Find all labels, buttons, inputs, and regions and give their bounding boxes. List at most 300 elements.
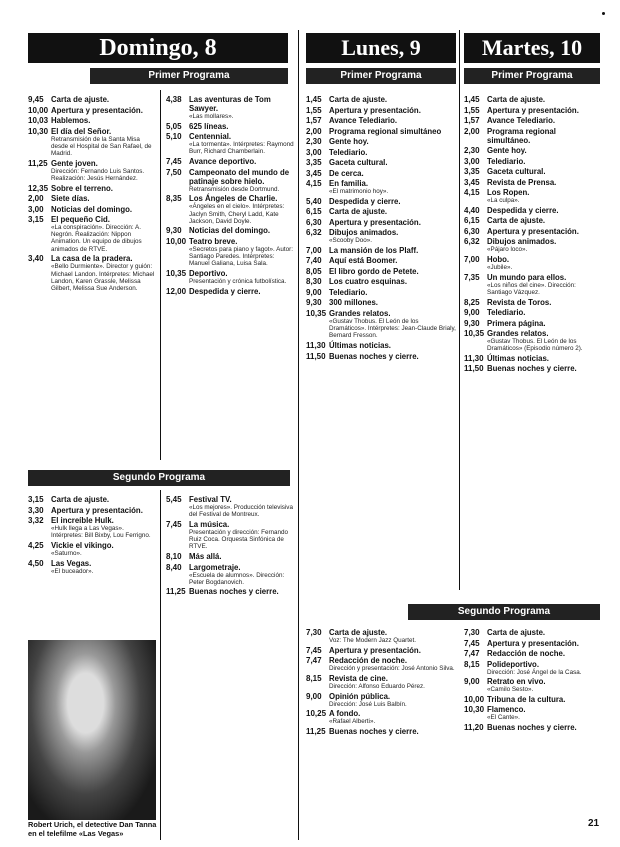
- listing-body: [189, 495, 294, 518]
- listing-entry: [166, 269, 294, 285]
- listing-entry: [464, 649, 600, 658]
- listing-title: Sobre el terreno.: [51, 183, 113, 193]
- listing-title: 300 millones.: [329, 298, 378, 308]
- listing-body: [51, 506, 156, 515]
- listing-time: 12,00: [166, 286, 187, 296]
- listing-entry: [306, 646, 456, 655]
- listing-entry: [28, 116, 156, 125]
- listing-body: [189, 552, 294, 561]
- listing-description: «La culpa».: [487, 197, 520, 204]
- listing-title: Buenas noches y cierre.: [487, 723, 577, 733]
- listing-entry: [306, 169, 456, 178]
- listing-body: [329, 646, 456, 655]
- listing-title: Dibujos animados.: [329, 228, 399, 238]
- listing-body: [189, 287, 294, 296]
- listing-body: [487, 677, 600, 693]
- listing-entry: [464, 628, 600, 637]
- listing-title: Más allá.: [189, 552, 222, 562]
- listing-description: «Gustav Thobus. El León de los Dramáticos» (Episodio número 2).: [487, 338, 583, 353]
- listing-time: 11,30: [464, 353, 484, 363]
- listing-time: 10,30: [28, 126, 49, 136]
- listing-body: [329, 218, 456, 227]
- listing-time: 10,00: [464, 694, 485, 704]
- listing-entry: [464, 723, 600, 732]
- listing-entry: [464, 354, 600, 363]
- listing-title: Despedida y cierre.: [189, 286, 261, 296]
- listing-entry: [306, 137, 456, 146]
- listing-body: [329, 674, 456, 690]
- listing-time: 11,25: [306, 727, 326, 737]
- listing-time: 3,35: [306, 158, 322, 167]
- listing-entry: [464, 308, 600, 317]
- listing-time: 3,15: [28, 495, 44, 504]
- listing-description: «El matrimonio hoy».: [329, 188, 389, 195]
- listing-title: Apertura y presentación.: [487, 105, 579, 115]
- listing-description: Presentación y crónica futbolística.: [189, 278, 287, 286]
- listing-entry: [28, 254, 156, 292]
- listing-body: [329, 341, 456, 350]
- listing-time: 7,47: [306, 656, 322, 666]
- listing-entry: [28, 506, 156, 515]
- listing-entry: [306, 309, 456, 340]
- listing-title: En familia.: [329, 179, 368, 188]
- listing-description: «La tormenta». Intérpretes: Raymond Burr, Richard Chamberlain.: [189, 141, 294, 156]
- listing-title: Gaceta cultural.: [487, 167, 546, 176]
- listing-body: [329, 148, 456, 157]
- listing-time: 5,45: [166, 495, 182, 504]
- listing-entry: [464, 106, 600, 115]
- listing-description: «Rafael Alberti».: [329, 718, 376, 726]
- listing-title: Carta de ajuste.: [329, 207, 388, 217]
- listing-time: 4,38: [166, 95, 182, 104]
- listing-body: [487, 319, 600, 328]
- lunes-segundo-col: [306, 628, 456, 843]
- listing-body: [487, 167, 600, 176]
- listing-title: Avance Telediario.: [487, 116, 556, 125]
- listing-time: 3,30: [28, 505, 44, 515]
- listing-description: «Saturno».: [51, 549, 82, 557]
- listing-title: Redacción de noche.: [329, 656, 407, 666]
- lunes-primer-col: [306, 95, 456, 595]
- listing-time: 11,25: [28, 158, 48, 168]
- listing-entry: [306, 218, 456, 227]
- listing-title: El día del Señor.: [51, 126, 112, 136]
- listing-entry: [166, 194, 294, 225]
- domingo-primer-col-b: [166, 95, 294, 463]
- listing-time: 9,30: [166, 226, 182, 236]
- listing-title: Siete días.: [51, 194, 90, 204]
- listing-description: Dirección: Fernando Luis Santos. Realización: Jesús Hernández.: [51, 167, 145, 182]
- listing-time: 10,03: [28, 116, 49, 125]
- listing-body: [487, 695, 600, 704]
- listing-body: [487, 127, 600, 145]
- listing-entry: [464, 178, 600, 187]
- listing-entry: [166, 520, 294, 551]
- divider-inner-domingo: [160, 90, 161, 460]
- listing-body: [329, 256, 456, 265]
- listing-time: 9,00: [306, 287, 322, 297]
- listing-title: Primera página.: [487, 318, 546, 328]
- listing-time: 8,10: [166, 552, 182, 562]
- program-header-domingo-segundo: Segundo Programa: [28, 470, 290, 486]
- listing-entry: [166, 552, 294, 561]
- listing-title: El libro gordo de Petete.: [329, 266, 419, 276]
- listing-entry: [306, 95, 456, 104]
- listing-body: [329, 127, 456, 136]
- listing-title: Revista de cine.: [329, 673, 388, 683]
- listing-body: [329, 352, 456, 361]
- listing-time: 10,25: [306, 709, 327, 719]
- listing-title: Gente hoy.: [487, 146, 527, 155]
- listing-description: Dirección: José Ángel de la Casa.: [487, 668, 582, 676]
- listing-entry: [464, 206, 600, 215]
- listing-entry: [166, 157, 294, 166]
- listing-entry: [464, 95, 600, 104]
- listing-title: Apertura y presentación.: [487, 638, 579, 648]
- listing-time: 5,05: [166, 121, 182, 131]
- listing-entry: [306, 228, 456, 244]
- listing-body: [487, 188, 600, 204]
- listing-description: «Pájaro loco».: [487, 246, 528, 254]
- listing-title: Teatro breve.: [189, 236, 238, 246]
- listing-time: 7,35: [464, 272, 480, 282]
- listing-entry: [464, 705, 600, 721]
- listing-body: [487, 649, 600, 658]
- listing-time: 7,50: [166, 167, 182, 177]
- listing-time: 8,15: [306, 673, 322, 683]
- listing-title: Avance Telediario.: [329, 116, 398, 125]
- listing-title: Buenas noches y cierre.: [329, 351, 419, 361]
- listing-title: La casa de la pradera.: [51, 254, 133, 264]
- listing-title: Dibujos animados.: [487, 237, 557, 247]
- listing-title: Apertura y presentación.: [51, 505, 143, 515]
- listing-entry: [166, 587, 294, 596]
- listing-description: «Las mollares».: [189, 113, 234, 120]
- listing-time: 3,32: [28, 516, 44, 525]
- listing-entry: [464, 364, 600, 373]
- listing-entry: [306, 727, 456, 736]
- listing-time: 4,40: [464, 205, 480, 215]
- listing-entry: [306, 207, 456, 216]
- listing-title: Revista de Toros.: [487, 297, 552, 307]
- listing-body: [329, 277, 456, 286]
- listing-time: 3,45: [464, 177, 480, 187]
- listing-entry: [464, 639, 600, 648]
- listing-description: «Ángeles en el cielo». Intérpretes: Jaclyn Smith, Cheryl Ladd, Kate Jackson, David Doyle.: [189, 203, 285, 225]
- listing-time: 11,30: [306, 341, 326, 351]
- listing-time: 6,32: [306, 228, 322, 238]
- listing-time: 2,30: [464, 146, 480, 155]
- listing-entry: [166, 237, 294, 268]
- listing-entry: [28, 106, 156, 115]
- listing-title: Apertura y presentación.: [329, 105, 421, 115]
- listing-title: Carta de ajuste.: [51, 95, 110, 104]
- listing-title: Avance deportivo.: [189, 157, 257, 167]
- listing-description: «El Cante».: [487, 714, 520, 722]
- listing-body: [487, 227, 600, 236]
- listing-title: Noticias del domingo.: [51, 204, 133, 214]
- program-header-martes-primer: Primer Programa: [464, 68, 600, 84]
- listing-body: [487, 329, 600, 352]
- listing-time: 5,10: [166, 132, 182, 142]
- listing-title: La música.: [189, 519, 230, 529]
- listing-description: «Camilo Sesto».: [487, 686, 534, 694]
- listing-body: [51, 95, 156, 104]
- listing-description: Dirección: Alfonso Eduardo Pérez.: [329, 682, 425, 690]
- listing-entry: [306, 709, 456, 725]
- listing-time: 1,45: [464, 95, 480, 104]
- listing-description: «Escuela de alumnos». Dirección: Peter Bogdanovich.: [189, 571, 285, 586]
- listing-body: [51, 495, 156, 504]
- listing-title: Centennial.: [189, 132, 232, 142]
- listing-time: 8,25: [464, 297, 480, 307]
- listing-description: Presentación y dirección: Fernando Ruiz Coca. Orquesta Sinfónica de RTVE.: [189, 528, 289, 551]
- listing-body: [51, 215, 156, 253]
- listing-description: «El buceador».: [51, 567, 94, 575]
- listing-title: Despedida y cierre.: [487, 205, 559, 215]
- listing-title: Los cuatro esquinas.: [329, 277, 407, 287]
- listing-entry: [166, 563, 294, 586]
- program-header-lunes-primer: Primer Programa: [306, 68, 456, 84]
- listing-body: [189, 132, 294, 155]
- listing-entry: [28, 184, 156, 193]
- listing-entry: [28, 159, 156, 182]
- listing-body: [487, 237, 600, 253]
- listing-entry: [464, 167, 600, 176]
- listing-entry: [464, 127, 600, 145]
- listing-entry: [306, 179, 456, 195]
- listing-title: Telediario.: [329, 287, 368, 297]
- listing-time: 10,00: [28, 105, 49, 115]
- listing-title: Hablemos.: [51, 116, 91, 125]
- listing-description: «Los niños del cine». Dirección: Santiago Vázquez.: [487, 281, 576, 296]
- listing-entry: [306, 158, 456, 167]
- listing-entry: [306, 246, 456, 255]
- photo-caption: Robert Urich, el detective Dan Tanna en el telefilme «Las Vegas»: [28, 820, 157, 838]
- listing-time: 7,00: [306, 245, 322, 255]
- listing-entry: [306, 116, 456, 125]
- listing-entry: [306, 256, 456, 265]
- listing-body: [329, 727, 456, 736]
- listing-entry: [306, 628, 456, 644]
- listing-time: 3,00: [464, 156, 480, 166]
- listing-body: [189, 587, 294, 596]
- listing-title: A fondo.: [329, 709, 361, 719]
- listing-entry: [464, 237, 600, 253]
- listing-body: [329, 267, 456, 276]
- listing-time: 2,30: [306, 137, 322, 146]
- listing-body: [487, 216, 600, 225]
- listing-title: Carta de ajuste.: [51, 495, 110, 504]
- divider-vertical-right: [459, 30, 460, 590]
- listing-body: [189, 157, 294, 166]
- listing-body: [51, 194, 156, 203]
- listing-entry: [464, 216, 600, 225]
- listing-title: Buenas noches y cierre.: [189, 587, 279, 597]
- domingo-segundo-col-a: [28, 495, 156, 635]
- listing-time: 10,00: [166, 236, 187, 246]
- listing-time: 8,05: [306, 266, 322, 276]
- listing-entry: [306, 267, 456, 276]
- listing-body: [487, 660, 600, 676]
- listing-time: 7,45: [166, 519, 182, 529]
- listing-time: 3,45: [306, 168, 322, 178]
- listing-entry: [166, 95, 294, 120]
- listing-description: «Gustav Thobus. El León de los Dramáticos». Intérpretes: Jean-Claude Brialy, Bernard Fresson.: [329, 317, 456, 340]
- divider-vertical-left: [298, 30, 299, 840]
- listing-body: [487, 178, 600, 187]
- listing-entry: [464, 273, 600, 296]
- listing-entry: [464, 660, 600, 676]
- listing-body: [189, 95, 294, 120]
- listing-title: Últimas noticias.: [329, 341, 391, 351]
- listing-time: 7,40: [306, 256, 322, 266]
- listing-title: Revista de Prensa.: [487, 177, 557, 187]
- listing-time: 4,15: [464, 188, 480, 197]
- program-header-domingo-primer: Primer Programa: [90, 68, 288, 84]
- listing-description: «La conspiración». Dirección: A. Negrón. Realización: Nippon Animation. Un equipo de dibujos animados de RTVE.: [51, 224, 142, 253]
- listing-entry: [464, 227, 600, 236]
- divider-inner-domingo-2: [160, 490, 161, 840]
- listing-body: [487, 628, 600, 637]
- listing-title: Festival TV.: [189, 495, 232, 504]
- listing-title: Los Ropen.: [487, 188, 530, 197]
- listing-body: [51, 184, 156, 193]
- listing-description: Voz: The Modern Jazz Quartet.: [329, 637, 417, 644]
- listing-entry: [464, 298, 600, 307]
- listing-body: [487, 157, 600, 166]
- listing-time: 8,35: [166, 194, 182, 204]
- listing-title: Apertura y presentación.: [329, 217, 421, 227]
- listing-time: 11,25: [166, 587, 186, 597]
- listing-title: Programa regional simultáneo: [329, 126, 442, 136]
- listing-body: [329, 228, 456, 244]
- day-header-domingo: Domingo, 8: [28, 33, 288, 63]
- listing-title: De cerca.: [329, 168, 364, 178]
- listing-entry: [28, 559, 156, 575]
- listing-entry: [306, 277, 456, 286]
- listing-body: [329, 197, 456, 206]
- listing-body: [487, 146, 600, 155]
- listing-time: 2,00: [306, 126, 322, 136]
- listing-description: «Scooby Doo».: [329, 237, 373, 245]
- listing-entry: [306, 656, 456, 672]
- listing-body: [51, 516, 156, 539]
- listing-entry: [306, 127, 456, 136]
- listing-body: [329, 207, 456, 216]
- listing-entry: [464, 157, 600, 166]
- listing-title: Apertura y presentación.: [487, 226, 579, 236]
- martes-primer-col: [464, 95, 600, 595]
- listing-title: El increíble Hulk.: [51, 516, 114, 525]
- listing-body: [51, 116, 156, 125]
- listing-body: [189, 168, 294, 193]
- listing-body: [487, 255, 600, 271]
- listing-title: Gente joven.: [51, 158, 98, 168]
- listing-time: 1,57: [306, 116, 322, 125]
- listing-body: [329, 656, 456, 672]
- listing-body: [189, 520, 294, 551]
- listing-body: [487, 116, 600, 125]
- listing-entry: [464, 255, 600, 271]
- listing-body: [329, 179, 456, 195]
- listing-title: Telediario.: [487, 308, 526, 318]
- listing-time: 6,32: [464, 237, 480, 247]
- listing-body: [51, 205, 156, 214]
- listing-entry: [306, 298, 456, 307]
- listing-entry: [28, 205, 156, 214]
- listing-body: [329, 709, 456, 725]
- listing-body: [51, 106, 156, 115]
- listing-body: [329, 692, 456, 708]
- listing-time: 9,00: [464, 677, 480, 687]
- listing-time: 12,35: [28, 183, 49, 193]
- listing-entry: [464, 677, 600, 693]
- listing-entry: [306, 341, 456, 350]
- listing-body: [51, 127, 156, 158]
- listing-title: Hobo.: [487, 254, 510, 264]
- listing-title: Apertura y presentación.: [329, 645, 421, 655]
- listing-body: [487, 354, 600, 363]
- listing-body: [189, 269, 294, 285]
- listing-time: 3,40: [28, 254, 44, 264]
- listing-time: 1,55: [464, 105, 480, 115]
- listing-title: Opinión pública.: [329, 691, 391, 701]
- listing-body: [189, 237, 294, 268]
- listing-time: 10,30: [464, 705, 485, 715]
- listing-body: [487, 705, 600, 721]
- listing-entry: [464, 146, 600, 155]
- listing-title: Campeonato del mundo de patinaje sobre hielo.: [189, 167, 290, 186]
- listing-title: Carta de ajuste.: [487, 628, 546, 637]
- listing-title: Programa regional simultáneo.: [487, 126, 556, 145]
- listing-entry: [306, 692, 456, 708]
- listing-time: 2,00: [464, 126, 480, 136]
- listing-time: 6,30: [306, 217, 322, 227]
- listing-entry: [306, 674, 456, 690]
- listing-body: [487, 298, 600, 307]
- listing-body: [487, 364, 600, 373]
- corner-dot: [602, 12, 605, 15]
- listing-body: [329, 106, 456, 115]
- listing-time: 4,50: [28, 558, 44, 568]
- listing-title: Buenas noches y cierre.: [329, 727, 419, 737]
- listing-time: 1,57: [464, 116, 480, 125]
- listing-time: 9,00: [306, 691, 322, 701]
- listing-time: 11,20: [464, 723, 484, 733]
- listing-title: Gaceta cultural.: [329, 158, 388, 167]
- listing-title: Tribuna de la cultura.: [487, 694, 566, 704]
- listing-body: [329, 309, 456, 340]
- listing-title: Telediario.: [329, 147, 368, 157]
- listing-entry: [28, 215, 156, 253]
- listing-entry: [166, 132, 294, 155]
- listing-description: Dirección: José Luis Balbín.: [329, 700, 407, 708]
- listing-title: La mansión de los Plaff.: [329, 245, 419, 255]
- listing-time: 6,30: [464, 226, 480, 236]
- listing-entry: [306, 288, 456, 297]
- day-header-martes: Martes, 10: [464, 33, 600, 63]
- listing-time: 11,50: [306, 351, 326, 361]
- listing-title: Flamenco.: [487, 705, 526, 715]
- listing-entry: [464, 116, 600, 125]
- listing-entry: [166, 287, 294, 296]
- listing-title: Vickie el vikingo.: [51, 540, 114, 550]
- listing-title: 625 líneas.: [189, 121, 229, 131]
- listing-title: Polideportivo.: [487, 659, 539, 669]
- listing-time: 4,15: [306, 179, 322, 188]
- listing-entry: [306, 148, 456, 157]
